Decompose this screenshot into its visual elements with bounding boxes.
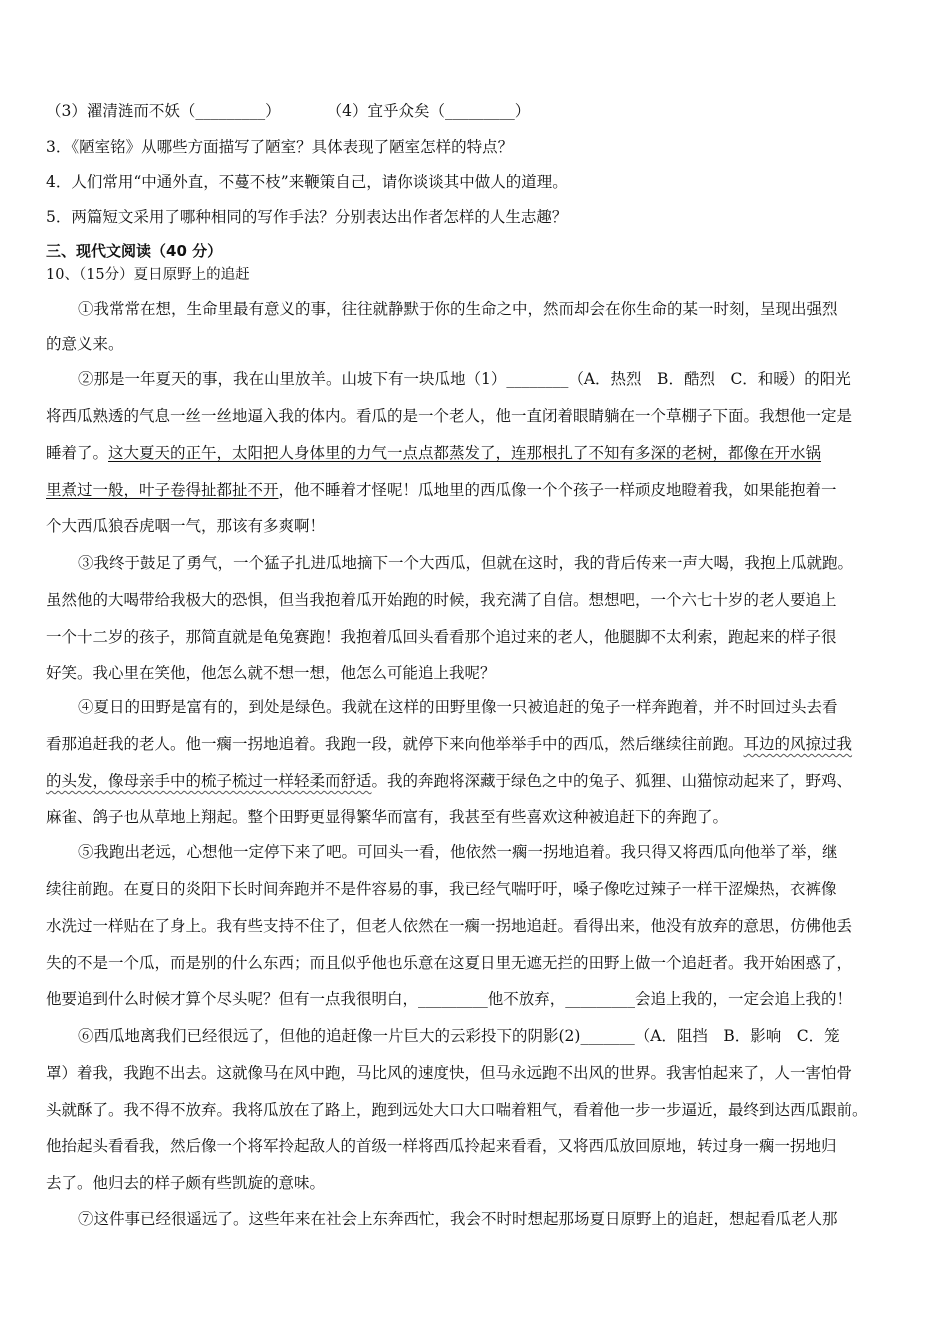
underlined-sentence-cont: 里煮过一般，叶子卷得扯都扯不开 [46,481,279,499]
q2-items-row [46,101,530,121]
question-4: 4．人们常用“中通外直，不蔓不枝”来鞭策自己，请你谈谈其中做人的道理。 [46,173,568,191]
p6-line-5: 去了。他归去的样子颇有些凯旋的意味。 [46,1174,326,1192]
p1-line-2: 的意义来。 [46,335,124,353]
q2-item-3: （3）濯清涟而不妖（_________） [46,102,281,120]
p4-line-3 [46,771,852,791]
p4-line-1: ④夏日的田野是富有的，到处是绿色。我就在这样的田野里像一只被追赶的兔子一样奔跑着，并不时回过头去看 [78,698,838,716]
p2-text: ，他不睡着才怪呢！瓜地里的西瓜像一个个孩子一样顽皮地瞪着我，如果能抱着一 [278,481,837,499]
p2-text: 睡着了。 [46,444,109,462]
p4-line-2 [46,734,852,754]
p3-line-4: 好笑。我心里在笑他，他怎么就不想一想，他怎么可能追上我呢？ [46,664,496,682]
p5-line-4: 失的不是一个瓜，而是别的什么东西；而且似乎他也乐意在这夏日里无遮无拦的田野上做一个追赶者。我开始困惑了， [46,954,853,972]
p5-line-5: 他要追到什么时候才算个尽头呢？但有一点我很明白，_________他不放弃，_________会追上我的，一定会追上我的！ [46,990,853,1008]
q2-item-4: （4）宜乎众矣（_________） [326,102,531,120]
p7-line-1: ⑦这件事已经很遥远了。这些年来在社会上东奔西忙，我会不时时想起那场夏日原野上的追赶，想起看瓜老人那 [78,1210,838,1228]
p4-text: 看那追赶我的老人。他一瘸一拐地追着。我跑一段，就停下来向他举举手中的西瓜，然后继续往前跑。 [46,735,744,753]
wavy-underlined-sentence: 耳边的风掠过我 [743,735,853,753]
p6-line-3: 头就酥了。我不得不放弃。我将瓜放在了路上，跑到远处大口大口喘着粗气，看着他一步一步逼近，最终到达西瓜跟前。 [46,1101,868,1119]
p2-line-2: 将西瓜熟透的气息一丝一丝地逼入我的体内。看瓜的是一个老人，他一直闭着眼睛躺在一个草棚子下面。我想他一定是 [46,407,853,425]
p6-line-2: 罩）着我，我跑不出去。这就像马在风中跑，马比风的速度快，但马永远跑不出风的世界。我害怕起来了，人一害怕骨 [46,1064,853,1082]
passage-title: 10、（15分）夏日原野上的追赶 [46,267,250,283]
wavy-underlined-sentence-cont: 的头发，像母亲手中的梳子梳过一样轻柔而舒适 [46,772,372,790]
p2-line-4 [46,480,837,500]
p3-line-2: 虽然他的大喝带给我极大的恐惧，但当我抱着瓜开始跑的时候，我充满了自信。想想吧，一个六七十岁的老人要追上 [46,591,837,609]
p5-line-2: 续往前跑。在夏日的炎阳下长时间奔跑并不是件容易的事，我已经气喘吁吁，嗓子像吃过辣子一样干涩燥热，衣裤像 [46,880,837,898]
p3-line-1: ③我终于鼓足了勇气，一个猛子扎进瓜地摘下一个大西瓜，但就在这时，我的背后传来一声大喝，我抱上瓜就跑。 [78,554,854,572]
p5-line-1: ⑤我跑出老远，心想他一定停下来了吧。可回头一看，他依然一瘸一拐地追着。我只得又将西瓜向他举了举，继 [78,843,838,861]
p3-line-3: 一个十二岁的孩子，那简直就是龟兔赛跑！我抱着瓜回头看看那个追过来的老人，他腿脚不太利索，跑起来的样子很 [46,628,837,646]
p1-line-1: ①我常常在想，生命里最有意义的事，往往就静默于你的生命之中，然而却会在你生命的某一时刻，呈现出强烈 [78,300,838,318]
p6-line-4: 他抬起头看看我，然后像一个将军拎起敌人的首级一样将西瓜拎起来看看，又将西瓜放回原地，转过身一瘸一拐地归 [46,1137,837,1155]
underlined-sentence: 这大夏天的正午，太阳把人身体里的力气一点点都蒸发了，连那根扎了不知有多深的老树，都像在开水锅 [108,444,822,462]
p5-line-3: 水洗过一样贴在了身上。我有些支持不住了，但老人依然在一瘸一拐地追赶。看得出来，他没有放弃的意思，仿佛他丢 [46,917,853,935]
p2-line-1: ②那是一年夏天的事，我在山里放羊。山坡下有一块瓜地（1）________（A．热烈 B．酷烈 C．和暖）的阳光 [78,370,851,388]
p6-line-1: ⑥西瓜地离我们已经很远了，但他的追赶像一片巨大的云彩投下的阴影(2)_______（A．阻挡 B．影响 C．笼 [78,1027,840,1045]
p4-text: 。我的奔跑将深藏于绿色之中的兔子、狐狸、山猫惊动起来了，野鸡、 [371,772,853,790]
question-5: 5．两篇短文采用了哪种相同的写作手法？分别表达出作者怎样的人生志趣？ [46,208,568,226]
p2-line-5: 个大西瓜狼吞虎咽一气，那该有多爽啊！ [46,517,326,535]
p4-line-4: 麻雀、鸽子也从草地上翔起。整个田野更显得繁华而富有，我甚至有些喜欢这种被追赶下的奔跑了。 [46,808,729,826]
section-three-heading: 三、现代文阅读（40 分） [46,242,223,260]
p2-line-3 [46,443,821,463]
question-3: 3．《陋室铭》从哪些方面描写了陋室？具体表现了陋室怎样的特点？ [46,138,514,156]
